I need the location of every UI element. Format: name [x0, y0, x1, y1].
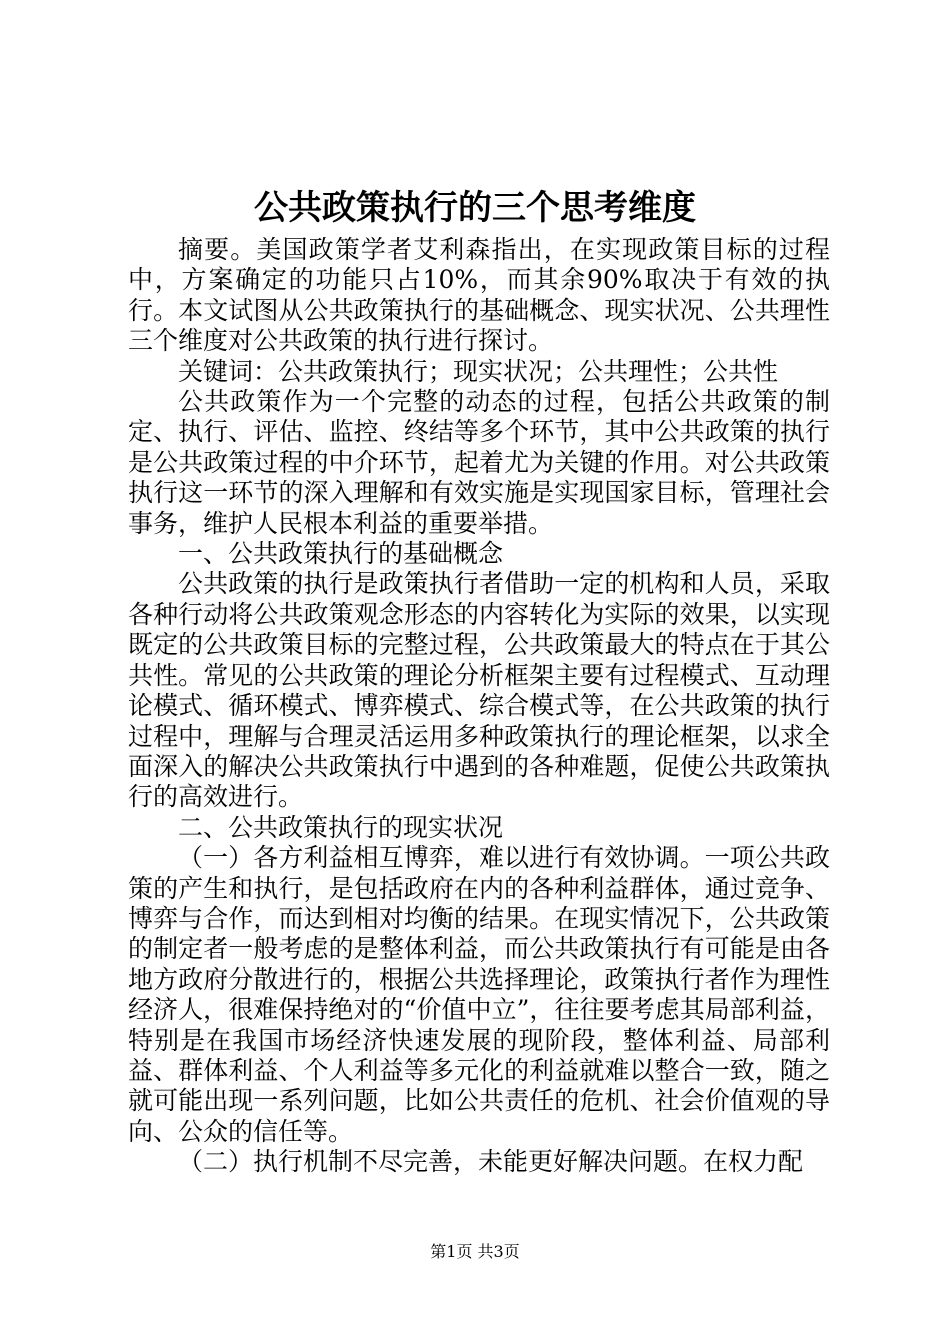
section-1-paragraph: 公共政策的执行是政策执行者借助一定的机构和人员，采取各种行动将公共政策观念形态的内容转化为实际的效果，以实现既定的公共政策目标的完整过程，公共政策最大的特点在于其公共性。常见的公共政策的理论分析框架主要有过程模式、互动理论模式、循环模式、博弈模式、综合模式等，在公共政策的执行过程中，理解与合理灵活运用多种政策执行的理论框架，以求全面深入的解决公共政策执行中遇到的各种难题，促使公共政策执行的高效进行。: [128, 569, 830, 812]
section-heading-1: 一、公共政策执行的基础概念: [178, 539, 504, 569]
section-2-paragraph-1: （一）各方利益相互博弈，难以进行有效协调。一项公共政策的产生和执行，是包括政府在内的各种利益群体，通过竞争、博弈与合作，而达到相对均衡的结果。在现实情况下，公共政策的制定者一般考虑的是整体利益，而公共政策执行有可能是由各地方政府分散进行的，根据公共选择理论，政策执行者作为理性经济人，很难保持绝对的“价值中立”，往往要考虑其局部利益，特别是在我国市场经济快速发展的现阶段，整体利益、局部利益、群体利益、个人利益等多元化的利益就难以整合一致，随之就可能出现一系列问题，比如公共责任的危机、社会价值观的导向、公众的信任等。: [128, 843, 830, 1146]
abstract-paragraph: 摘要。美国政策学者艾利森指出，在实现政策目标的过程中，方案确定的功能只占10%，而其余90%取决于有效的执行。本文试图从公共政策执行的基础概念、现实状况、公共理性三个维度对公共政策的执行进行探讨。: [128, 235, 830, 356]
section-2-paragraph-2: （二）执行机制不尽完善，未能更好解决问题。在权力配: [178, 1147, 804, 1177]
keywords-paragraph: 关键词：公共政策执行；现实状况；公共理性；公共性: [178, 356, 779, 386]
document-title: 公共政策执行的三个思考维度: [254, 188, 696, 228]
document-body: [128, 235, 830, 1178]
section-heading-2: 二、公共政策执行的现实状况: [178, 812, 504, 842]
page-footer: 第1页 共3页: [430, 1242, 520, 1261]
intro-paragraph: 公共政策作为一个完整的动态的过程，包括公共政策的制定、执行、评估、监控、终结等多个环节，其中公共政策的执行是公共政策过程的中介环节，起着尤为关键的作用。对公共政策执行这一环节的深入理解和有效实施是实现国家目标，管理社会事务，维护人民根本利益的重要举措。: [128, 387, 830, 538]
